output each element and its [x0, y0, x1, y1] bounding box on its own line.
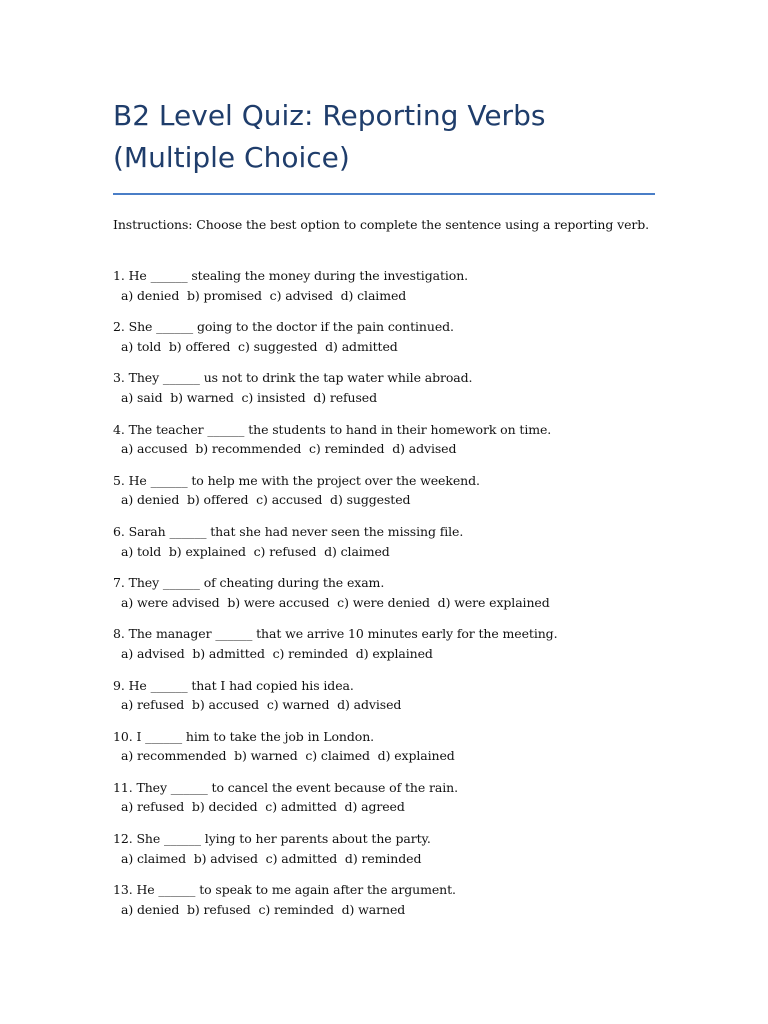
question-text: 12. She ______ lying to her parents about the party. — [113, 831, 431, 847]
question-options: a) recommended b) warned c) claimed d) explained — [121, 748, 455, 764]
question-text: 10. I ______ him to take the job in London. — [113, 728, 375, 744]
question-text: 2. She ______ going to the doctor if the pain continued. — [113, 319, 454, 335]
question-options: a) refused b) decided c) admitted d) agreed — [121, 799, 405, 815]
question-options: a) said b) warned c) insisted d) refused — [121, 389, 378, 405]
question-options: a) told b) explained c) refused d) claimed — [121, 543, 390, 559]
question-text: 11. They ______ to cancel the event because of the rain. — [113, 779, 458, 795]
question-text: 13. He ______ to speak to me again after the argument. — [113, 882, 456, 898]
question-text: 5. He ______ to help me with the project over the weekend. — [113, 472, 480, 488]
question-text: 4. The teacher ______ the students to hand in their homework on time. — [113, 421, 552, 437]
question-list — [113, 266, 655, 919]
question-text: 3. They ______ us not to drink the tap water while abroad. — [113, 370, 473, 386]
question-options: a) accused b) recommended c) reminded d) advised — [121, 441, 457, 457]
quiz-document — [113, 95, 655, 931]
question-text: 6. Sarah ______ that she had never seen the missing file. — [113, 523, 464, 539]
question-item — [113, 317, 655, 356]
question-item — [113, 727, 655, 766]
page-title — [113, 95, 655, 179]
question-text: 7. They ______ of cheating during the exam. — [113, 575, 385, 591]
title-underline — [113, 193, 655, 195]
question-item — [113, 778, 655, 817]
question-options: a) were advised b) were accused c) were denied d) were explained — [121, 594, 550, 610]
question-options: a) denied b) offered c) accused d) suggested — [121, 492, 411, 508]
question-text: 9. He ______ that I had copied his idea. — [113, 677, 354, 693]
question-item — [113, 471, 655, 510]
question-item — [113, 829, 655, 868]
question-item — [113, 522, 655, 561]
question-options: a) denied b) promised c) advised d) claimed — [121, 287, 407, 303]
question-item — [113, 420, 655, 459]
question-item — [113, 368, 655, 407]
instructions-text: Instructions: Choose the best option to complete the sentence using a reporting verb. — [113, 217, 650, 232]
question-options: a) claimed b) advised c) admitted d) reminded — [121, 850, 422, 866]
question-text: 1. He ______ stealing the money during the investigation. — [113, 268, 469, 283]
question-options: a) advised b) admitted c) reminded d) explained — [121, 645, 433, 661]
title-line-1: B2 Level Quiz: Reporting Verbs — [113, 99, 546, 132]
question-options: a) denied b) refused c) reminded d) warned — [121, 901, 406, 917]
question-item — [113, 676, 655, 715]
question-item — [113, 266, 655, 305]
question-text: 8. The manager ______ that we arrive 10 minutes early for the meeting. — [113, 626, 558, 642]
question-item — [113, 624, 655, 663]
title-line-2: (Multiple Choice) — [113, 141, 350, 174]
question-item — [113, 880, 655, 919]
question-options: a) refused b) accused c) warned d) advised — [121, 697, 402, 713]
question-options: a) told b) offered c) suggested d) admitted — [121, 338, 398, 354]
question-item — [113, 573, 655, 612]
